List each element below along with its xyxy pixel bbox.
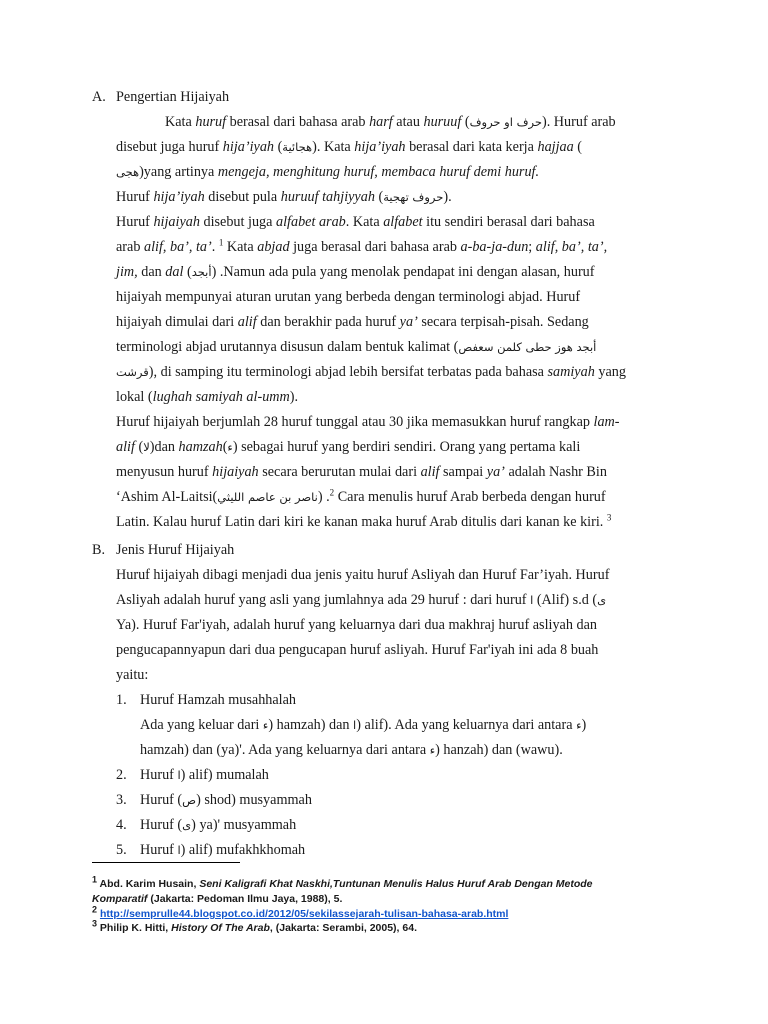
list-item-number: 3. [116, 792, 127, 808]
list-item-text: Huruf Hamzah musahhalah [140, 692, 297, 708]
p4-line-4: pengucapannyapun dari dua pengucapan huruf asliyah. Huruf Far'iyah ini ada 8 buah [116, 642, 599, 658]
item1-detail-line-2: hamzah) dan (ya)'. Ada yang keluarnya dari antara ء) hanzah) dan (wawu). [140, 742, 563, 758]
item1-detail-line-1: Ada yang keluar dari ء) hamzah) dan ا) alif). Ada yang keluarnya dari antara ء) [140, 717, 587, 733]
list-item-text: Huruf ا) alif) mumalah [140, 767, 269, 783]
list-item-number: 4. [116, 817, 127, 833]
p2-line-4: hijaiyah mempunyai aturan urutan yang berbeda dengan terminologi abjad. Huruf [116, 289, 581, 305]
p4-line-1: Huruf hijaiyah dibagi menjadi dua jenis yaitu huruf Asliyah dan Huruf Far’iyah. Huruf [116, 567, 610, 583]
list-item-number: 2. [116, 767, 127, 783]
p4-line-3: Ya). Huruf Far'iyah, adalah huruf yang keluarnya dari dua makhraj huruf asliyah dan [116, 617, 597, 633]
footnote-ref-2: 2 [329, 487, 335, 498]
footnote-3: $^3$ Philip K. Hitti, History Of The Arab, (Jakarta: Serambi, 2005), 64. [92, 918, 417, 934]
footnote-1-cont: Komparatif (Jakarta: Pedoman Ilmu Jaya, 1988), 5. [92, 893, 343, 905]
p3-line-4: ‘Ashim Al-Laitsi(ناصر بن عاصم الليثي) .$^2$ Cara menulis huruf Arab berbeda dengan huruf [116, 487, 606, 505]
p3-line-2: alif (لا)dan hamzah(ء) sebagai huruf yang berdiri sendiri. Orang yang pertama kali [116, 439, 581, 455]
p3-line-1: Huruf hijaiyah berjumlah 28 huruf tunggal atau 30 jika memasukkan huruf rangkap lam- [116, 414, 620, 430]
list-item-text: Huruf (ى) ya)' musyammah [140, 817, 297, 833]
list-item-text: Huruf ا) alif) mufakhkhomah [140, 842, 306, 858]
list-item-number: 5. [116, 842, 127, 858]
heading-b-title: Jenis Huruf Hijaiyah [116, 542, 235, 558]
footnote-separator [92, 862, 240, 863]
p1-line-2: disebut juga huruf hija’iyah (هجائية). Kata hija’iyah berasal dari kata kerja hajjaa ( [116, 139, 583, 155]
heading-a-title: Pengertian Hijaiyah [116, 89, 230, 105]
p2-line-6: terminologi abjad urutannya disusun dalam bentuk kalimat (أبجد هوز حطى كلمن سعفص [116, 339, 597, 355]
list-item-number: 1. [116, 692, 127, 708]
p3-line-5: Latin. Kalau huruf Latin dari kiri ke kanan maka huruf Arab ditulis dari kanan ke kiri. $^3$ [116, 512, 612, 530]
footnote-2: $^2$ http://semprulle44.blogspot.co.id/2012/05/sekilassejarah-tulisan-bahasa-arab.html [92, 904, 509, 920]
p1-line-1: Kata huruf berasal dari bahasa arab harf atau huruuf (حرف او حروف). Huruf arab [165, 114, 616, 130]
p2-line-3: jim, dan dal (أبجد) .Namun ada pula yang menolak pendapat ini dengan alasan, huruf [116, 264, 595, 280]
heading-a-marker: A. [92, 89, 106, 105]
p2-line-7: قرشت), di samping itu terminologi abjad lebih bersifat terbatas pada bahasa samiyah yang [116, 364, 626, 380]
p2-line-2: arab alif, ba’, ta’. $^1$ Kata abjad juga berasal dari bahasa arab a-ba-ja-dun; alif, ba’, ta’, [116, 237, 608, 255]
footnote-2-link[interactable]: http://semprulle44.blogspot.co.id/2012/05/sekilassejarah-tulisan-bahasa-arab.html [99, 908, 509, 920]
p4-line-2: Asliyah adalah huruf yang asli yang jumlahnya ada 29 huruf : dari huruf ا (Alif) s.d (ى [116, 592, 607, 608]
p2-line-1: Huruf hijaiyah disebut juga alfabet arab. Kata alfabet itu sendiri berasal dari bahasa [116, 214, 595, 230]
footnote-ref-3: 3 [606, 512, 612, 523]
p1-line-4: Huruf hija’iyah disebut pula huruuf tahjiyyah (حروف تهجية). [116, 189, 452, 205]
footnote-1: $^1$ Abd. Karim Husain, Seni Kaligrafi Khat Naskhi,Tuntunan Menulis Halus Huruf Arab Dengan Metode [92, 874, 593, 890]
p2-line-8: lokal (lughah samiyah al-umm). [116, 389, 299, 405]
list-item-text: Huruf (ص) shod) musyammah [140, 792, 312, 808]
p3-line-3: menyusun huruf hijaiyah secara berurutan mulai dari alif sampai ya’ adalah Nashr Bin [116, 464, 607, 480]
footnote-ref-1: 1 [218, 237, 224, 248]
p4-line-5: yaitu: [116, 667, 149, 683]
heading-b-marker: B. [92, 542, 106, 558]
p2-line-5: hijaiyah dimulai dari alif dan berakhir pada huruf ya’ secara terpisah-pisah. Sedang [116, 314, 589, 330]
p1-line-3: هجى)yang artinya mengeja, menghitung huruf, membaca huruf demi huruf. [116, 164, 540, 180]
